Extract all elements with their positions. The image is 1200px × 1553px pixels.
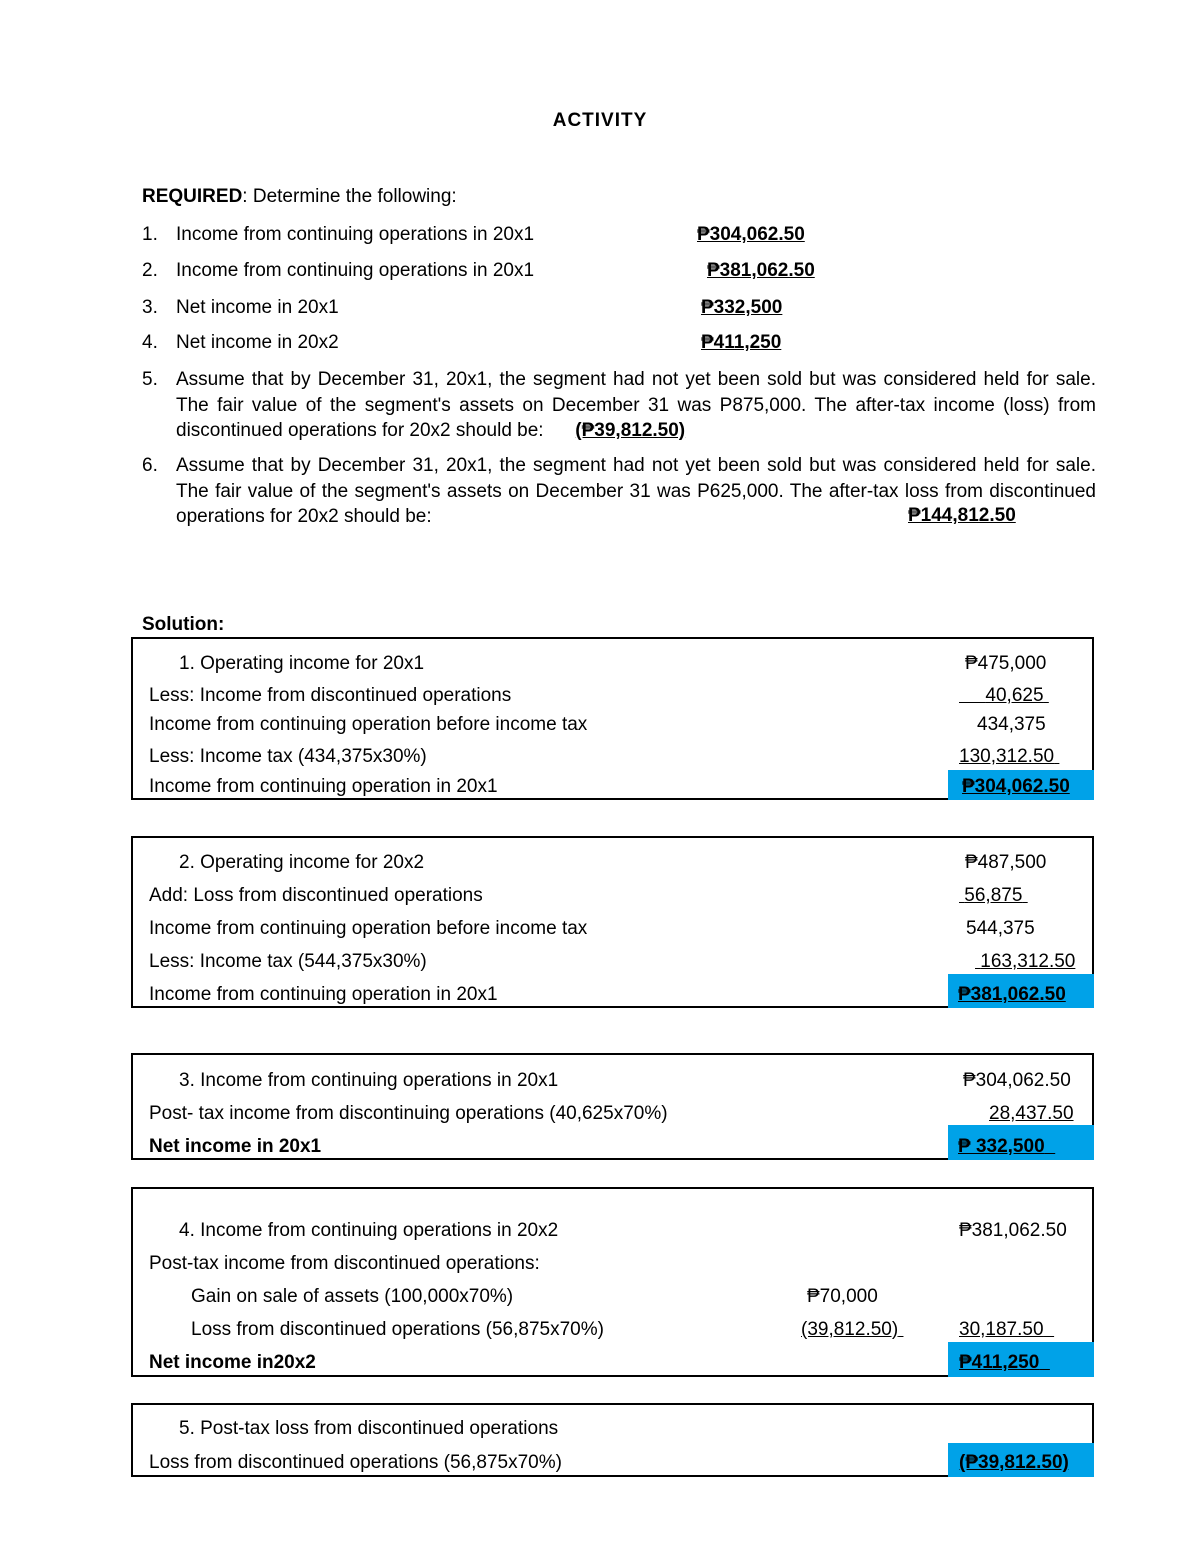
discontinued-net-value: 30,187.50 — [959, 1319, 1044, 1340]
required-line — [142, 186, 457, 208]
question-number: 1. — [142, 224, 158, 245]
continuing-income-value: ₱304,062.50 — [962, 776, 1070, 797]
pretax-income-label: Income from continuing operation before income tax — [149, 714, 588, 735]
discontinued-income-label: Less: Income from discontinued operations — [149, 685, 512, 706]
income-tax-value: 130,312.50 — [959, 746, 1055, 767]
continuing-income-label: Income from continuing operation in 20x1 — [149, 984, 498, 1005]
income-tax-value: 163,312.50 — [980, 951, 1076, 972]
question-text: Assume that by December 31, 20x1, the segment had not yet been sold but was considered held for sale. The fair value of the segment's assets on December 31 was P875,000. The after-tax income (loss) from discontinued operations for 20x2 should be: — [176, 369, 1096, 441]
continuing-income-value: ₱381,062.50 — [958, 984, 1066, 1005]
post-tax-discontinued-label: Post- tax income from discontinuing operations (40,625x70%) — [149, 1103, 668, 1124]
question-text: Net income in 20x1 — [176, 297, 339, 318]
question-answer: ₱381,062.50 — [707, 260, 815, 281]
pretax-income-label: Income from continuing operation before income tax — [149, 918, 588, 939]
question-answer: ₱304,062.50 — [697, 224, 805, 245]
operating-income-label: 1. Operating income for 20x1 — [179, 653, 425, 674]
discontinued-loss-label: Loss from discontinued operations (56,875x70%) — [191, 1319, 604, 1340]
discontinued-loss-label: Add: Loss from discontinued operations — [149, 885, 483, 906]
solution-box-5 — [131, 1403, 1094, 1477]
net-income-label: Net income in20x2 — [149, 1352, 316, 1373]
gain-on-sale-value: ₱70,000 — [807, 1286, 878, 1307]
continuing-income-value: ₱304,062.50 — [963, 1070, 1071, 1091]
question-text: Net income in 20x2 — [176, 332, 339, 353]
required-label: REQUIRED — [142, 186, 243, 207]
pretax-income-value: 434,375 — [977, 714, 1046, 735]
question-text: Income from continuing operations in 20x1 — [176, 224, 535, 245]
question-answer: ₱332,500 — [701, 297, 783, 318]
income-tax-label: Less: Income tax (544,375x30%) — [149, 951, 427, 972]
question-text: Income from continuing operations in 20x1 — [176, 260, 535, 281]
discontinued-loss-label: Loss from discontinued operations (56,875x70%) — [149, 1452, 562, 1473]
question-answer: ₱411,250 — [701, 332, 782, 353]
discontinued-income-value: 40,625 — [985, 685, 1044, 706]
income-tax-label: Less: Income tax (434,375x30%) — [149, 746, 427, 767]
continuing-income-value: ₱381,062.50 — [959, 1220, 1067, 1241]
question-text: Assume that by December 31, 20x1, the segment had not yet been sold but was considered held for sale. The fair value of the segment's assets on December 31 was P625,000. The after-tax loss from discontinued operations for 20x2 should be: — [176, 455, 1096, 527]
question-paragraph — [176, 367, 1096, 444]
question-number: 6. — [142, 455, 158, 476]
required-text: : Determine the following: — [242, 186, 457, 207]
net-income-value: ₱411,250 — [959, 1352, 1040, 1373]
page-title: ACTIVITY — [552, 110, 648, 131]
continuing-income-label: 4. Income from continuing operations in 20x2 — [179, 1220, 559, 1241]
pretax-income-value: 544,375 — [966, 918, 1035, 939]
net-income-label: Net income in 20x1 — [149, 1136, 322, 1157]
question-number: 3. — [142, 297, 158, 318]
operating-income-value: ₱475,000 — [965, 653, 1047, 674]
operating-income-label: 2. Operating income for 20x2 — [179, 852, 425, 873]
question-number: 5. — [142, 369, 158, 390]
question-number: 2. — [142, 260, 158, 281]
discontinued-loss-value: (₱39,812.50) — [959, 1452, 1069, 1473]
solution-box-1 — [131, 637, 1094, 800]
post-tax-loss-label: 5. Post-tax loss from discontinued operations — [179, 1418, 559, 1439]
question-answer: ₱144,812.50 — [908, 505, 1016, 526]
solution-box-2 — [131, 836, 1094, 1008]
solution-box-3 — [131, 1053, 1094, 1160]
operating-income-value: ₱487,500 — [965, 852, 1047, 873]
post-tax-discontinued-value: 28,437.50 — [989, 1103, 1074, 1124]
continuing-income-label: Income from continuing operation in 20x1 — [149, 776, 498, 797]
continuing-income-label: 3. Income from continuing operations in 20x1 — [179, 1070, 559, 1091]
net-income-value: ₱ 332,500 — [958, 1136, 1045, 1157]
solution-label: Solution: — [142, 614, 225, 635]
question-number: 4. — [142, 332, 158, 353]
solution-box-4 — [131, 1187, 1094, 1377]
post-tax-discontinued-label: Post-tax income from discontinued operations: — [149, 1253, 540, 1274]
discontinued-loss-value: 56,875 — [964, 885, 1023, 906]
gain-on-sale-label: Gain on sale of assets (100,000x70%) — [191, 1286, 514, 1307]
discontinued-loss-value: (39,812.50) — [801, 1319, 899, 1340]
question-answer: (₱39,812.50) — [575, 420, 686, 441]
